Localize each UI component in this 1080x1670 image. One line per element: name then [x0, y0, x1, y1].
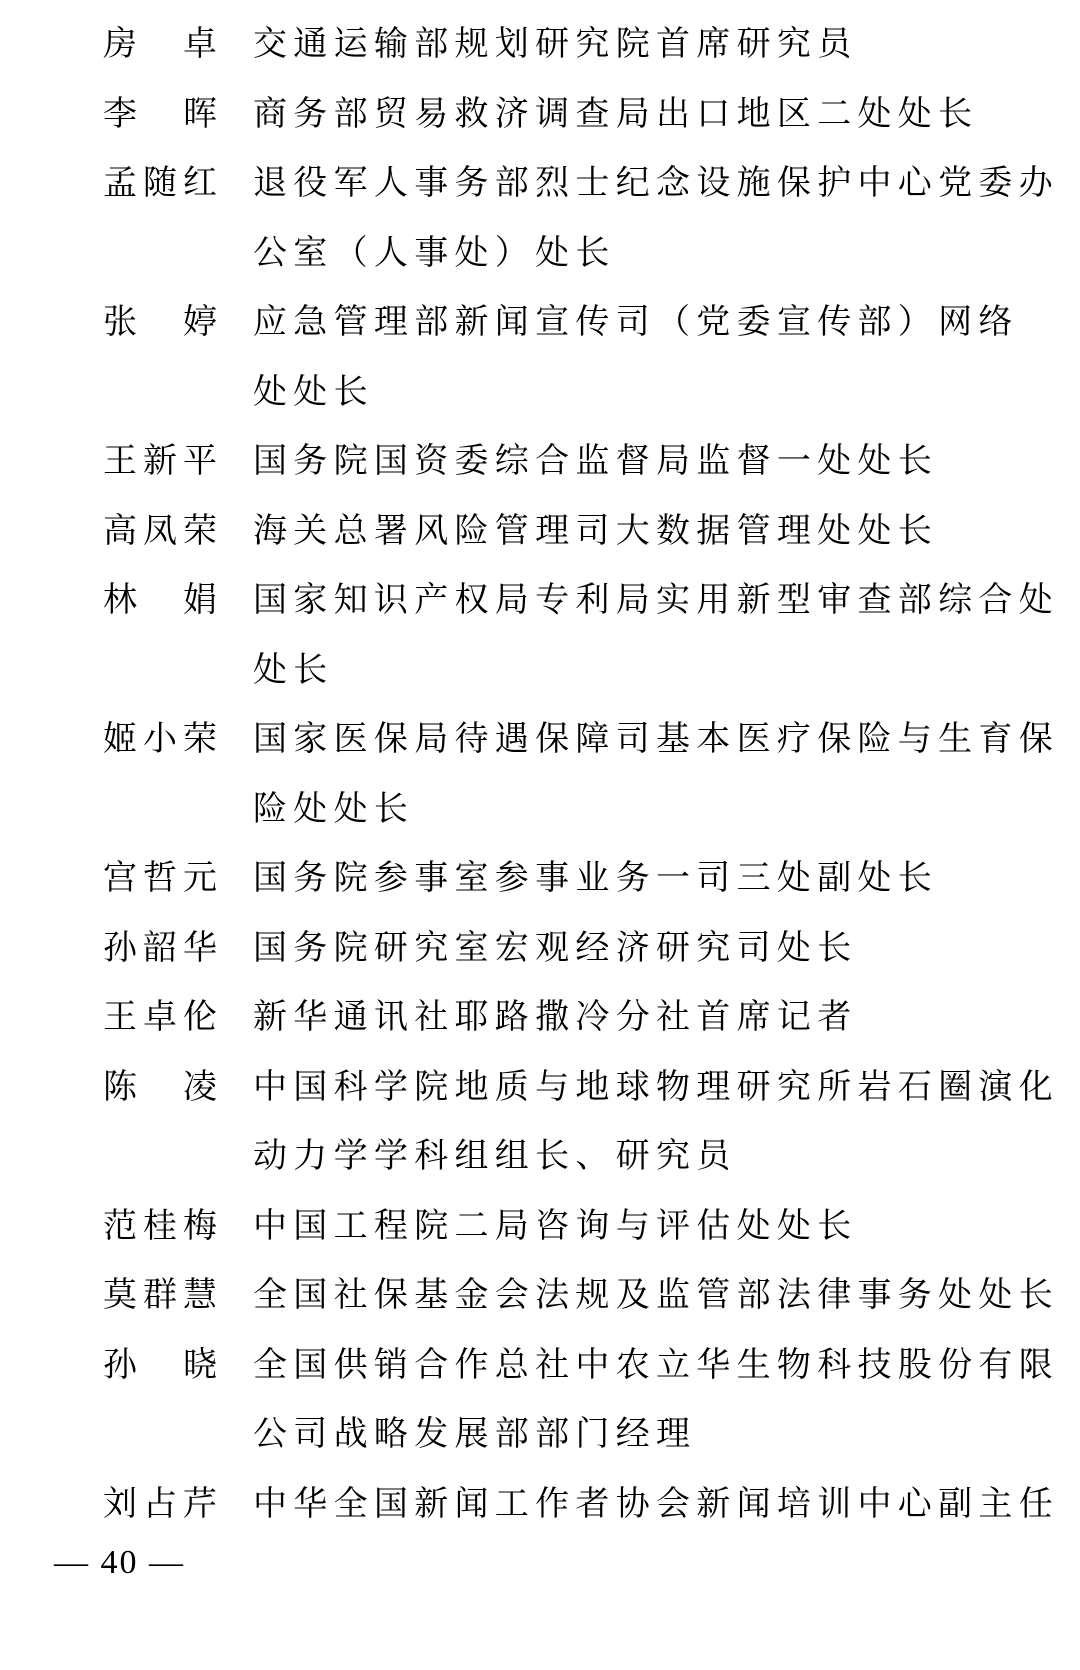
person-position [253, 288, 1019, 427]
position-line: 国务院国资委综合监督局监督一处处长 [253, 443, 939, 480]
person-name: 刘占芹 [103, 1485, 217, 1523]
position-line: 公室（人事处）处长 [253, 234, 616, 272]
roster-row [103, 983, 1080, 1053]
position-line: 国家知识产权局专利局实用新型审查部综合处 [253, 582, 1059, 619]
person-position [253, 80, 978, 150]
roster-row [103, 288, 1080, 427]
roster-row [103, 10, 1080, 80]
position-line: 全国社保基金会法规及监管部法律事务处处长 [253, 1277, 1059, 1314]
page-number: — 40 — [54, 1544, 185, 1581]
person-position [253, 1053, 1059, 1192]
person-position [253, 844, 938, 914]
roster-row [103, 844, 1080, 914]
position-line: 处处长 [253, 373, 374, 411]
person-position [253, 497, 938, 567]
person-position [253, 705, 1059, 844]
roster-row [103, 1261, 1080, 1331]
person-name: 李 晖 [103, 95, 217, 133]
roster-row [103, 80, 1080, 150]
person-position [253, 914, 858, 984]
position-line: 中华全国新闻工作者协会新闻培训中心副主任 [253, 1485, 1059, 1523]
person-name: 陈 凌 [103, 1068, 217, 1106]
position-line: 处长 [253, 651, 334, 689]
position-line: 海关总署风险管理司大数据管理处处长 [253, 512, 939, 550]
roster-row [103, 1470, 1080, 1540]
person-position [253, 1470, 1059, 1540]
position-line: 动力学学科组组长、研究员 [253, 1138, 737, 1175]
person-position [253, 1192, 858, 1262]
position-line: 退役军人事务部烈士纪念设施保护中心党委办 [253, 165, 1059, 202]
person-name: 王卓伦 [103, 999, 217, 1036]
position-line: 交通运输部规划研究院首席研究员 [253, 26, 858, 63]
position-line: 应急管理部新闻宣传司（党委宣传部）网络 [253, 304, 1019, 341]
person-position [253, 427, 938, 497]
position-line: 国务院研究室宏观经济研究司处长 [253, 929, 858, 967]
roster-row [103, 1331, 1080, 1470]
position-line: 险处处长 [253, 790, 415, 828]
roster-row [103, 1192, 1080, 1262]
position-line: 中国工程院二局咨询与评估处处长 [253, 1207, 858, 1245]
position-line: 中国科学院地质与地球物理研究所岩石圈演化 [253, 1068, 1059, 1106]
person-name: 孙韶华 [103, 929, 217, 967]
person-name: 姬小荣 [103, 721, 217, 758]
person-position [253, 1261, 1059, 1331]
roster-row [103, 705, 1080, 844]
roster-row [103, 566, 1080, 705]
position-line: 商务部贸易救济调查局出口地区二处处长 [253, 95, 979, 133]
person-name: 张 婷 [103, 304, 217, 341]
person-name: 林 娟 [103, 582, 217, 619]
person-name: 莫群慧 [103, 1277, 217, 1314]
person-position [253, 566, 1059, 705]
person-position [253, 1331, 1059, 1470]
person-position [253, 10, 858, 80]
person-name: 孟随红 [103, 165, 217, 202]
roster-row [103, 427, 1080, 497]
position-line: 新华通讯社耶路撒冷分社首席记者 [253, 999, 858, 1036]
person-name: 高凤荣 [103, 512, 217, 550]
position-line: 全国供销合作总社中农立华生物科技股份有限 [253, 1346, 1059, 1384]
roster-row [103, 497, 1080, 567]
position-line: 国务院参事室参事业务一司三处副处长 [253, 860, 939, 897]
roster-row [103, 149, 1080, 288]
position-line: 公司战略发展部部门经理 [253, 1416, 697, 1453]
person-position [253, 149, 1059, 288]
person-name: 房 卓 [103, 26, 217, 63]
roster-row [103, 1053, 1080, 1192]
person-name: 孙 晓 [103, 1346, 217, 1384]
person-position [253, 983, 858, 1053]
position-line: 国家医保局待遇保障司基本医疗保险与生育保 [253, 721, 1059, 758]
person-name: 王新平 [103, 443, 217, 480]
person-name: 宫哲元 [103, 860, 217, 897]
roster-row [103, 914, 1080, 984]
person-name: 范桂梅 [103, 1207, 217, 1245]
